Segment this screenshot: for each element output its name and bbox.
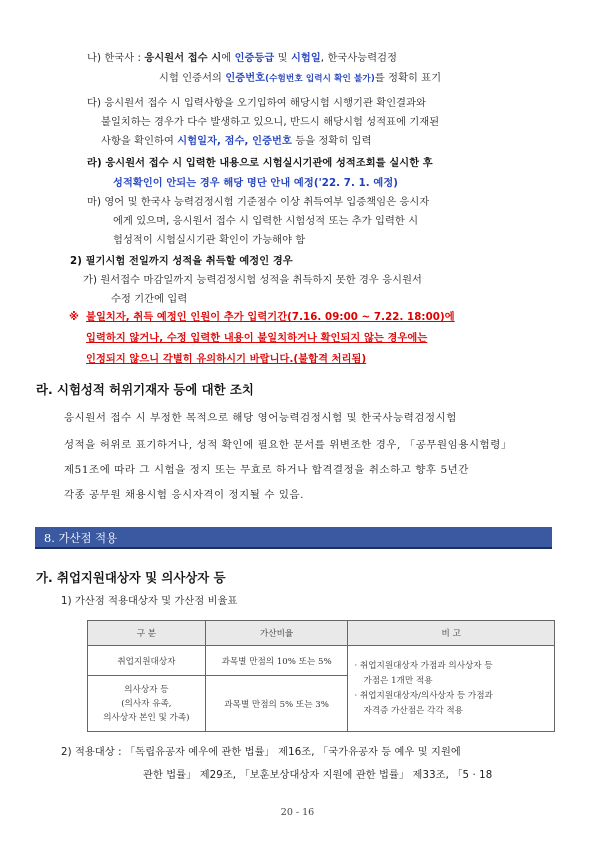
item-na-certno: 인증번호 (225, 73, 266, 84)
item-ra-line2: 성적확인이 안되는 경우 해당 명단 안내 예정('22. 7. 1. 예정) (113, 178, 399, 189)
item-ma-line3: 험성적이 시험실시기관 확인이 가능해야 함 (113, 235, 306, 246)
category-line3: 의사상자 본인 및 가족) (103, 712, 190, 723)
item-na-line1 (87, 52, 397, 66)
item-ma-line1: 마) 영어 및 한국사 능력검정시험 기준점수 이상 취득여부 입증책임은 응시자 (87, 197, 430, 208)
table-cell-category: 취업지원대상자 (88, 646, 206, 676)
page-number: 20 - 16 (280, 807, 315, 818)
table-header-category: 구 분 (88, 621, 206, 646)
sub2-line1: 2) 적용대상 : 「독립유공자 예우에 관한 법률」 제16조, 「국가유공자 등 예우 및 지원에 (61, 747, 461, 758)
section-ra-p1: 응시원서 접수 시 부정한 목적으로 해당 영어능력검정시험 및 한국사능력검정시험 (64, 412, 457, 424)
section8-bar (35, 527, 552, 549)
item-na-line2 (159, 72, 441, 86)
item-da-l3-pre: 사항을 확인하여 (101, 136, 178, 147)
table-cell-ratio: 과목별 만점의 5% 또는 3% (205, 676, 348, 732)
section-ra-p2: 성적을 허위로 표기하거나, 성적 확인에 필요한 문서를 위변조한 경우, 「공무원임용시험령」 (64, 439, 512, 451)
category-line1: 의사상자 등 (124, 684, 169, 695)
section8-title: 8. 가산점 적용 (44, 531, 118, 545)
table-header-remarks: 비 고 (348, 621, 555, 646)
table-cell-remarks (348, 646, 555, 732)
note-line3: 인정되지 않으니 각별히 유의하시기 바랍니다.(불합격 처리됨) (86, 354, 367, 365)
item-na-certno-note: (수험번호 입력시 확인 불가) (265, 74, 375, 84)
item-da-l3-post: 등을 정확히 입력 (291, 136, 372, 147)
section-ga-heading: 가. 취업지원대상자 및 의사상자 등 (36, 570, 226, 585)
item-na-l2-post: 를 정확히 표기 (374, 73, 442, 84)
note-line2: 입력하지 않거나, 수정 입력한 내용이 불일치하거나 확인되지 않는 경우에는 (86, 333, 428, 344)
item-ma-line2: 에게 있으며, 응시원서 접수 시 입력한 시험성적 또는 추가 입력한 시 (113, 216, 419, 227)
item2-ga-line1: 가) 원서접수 마감일까지 능력검정시험 성적을 취득하지 못한 경우 응시원서 (83, 275, 422, 286)
item-na-prefix: 나) 한국사 : (87, 53, 145, 64)
item-na-l2-pre: 시험 인증서의 (159, 73, 226, 84)
note-mark-icon: ※ (69, 312, 80, 323)
note-line1: 불일치자, 취득 예정인 인원이 추가 입력기간(7.16. 09:00 ~ 7.22. 18:00)에 (86, 312, 455, 323)
remark-1-line2: 가점은 1개만 적용 (363, 675, 433, 686)
item-da-line3 (101, 135, 372, 149)
item-na-grade: 인증등급 (234, 53, 275, 64)
item-na-text2: 및 (274, 53, 291, 64)
item-na-text3: , 한국사능력검정 (320, 53, 398, 64)
item-na-text1: 에 (221, 53, 235, 64)
item2-heading: 2) 필기시험 전일까지 성적을 취득할 예정인 경우 (70, 256, 293, 267)
table-cell-ratio: 과목별 만점의 10% 또는 5% (205, 646, 348, 676)
section-ra-p3: 제51조에 따라 그 시험을 정지 또는 무효로 하거나 합격결정을 취소하고 향후 5년간 (64, 464, 469, 476)
table-row (88, 646, 555, 676)
remark-1-line1: · 취업지원대상자 가점과 의사상자 등 (354, 660, 493, 671)
remark-2-line2: 자격증 가산점은 각각 적용 (363, 705, 463, 716)
category-line2: (의사자 유족, (121, 698, 172, 709)
section-ga-sub1: 1) 가산점 적용대상자 및 가산점 비율표 (61, 596, 238, 607)
section-ra-heading: 라. 시험성적 허위기재자 등에 대한 조치 (36, 382, 254, 397)
remark-2-line1: · 취업지원대상자/의사상자 등 가점과 (354, 690, 493, 701)
table-cell-category (88, 676, 206, 732)
bonus-table (87, 620, 555, 732)
table-header-ratio: 가산비율 (205, 621, 348, 646)
item-da-line1: 다) 응시원서 접수 시 입력사항을 오기입하여 해당시험 시행기관 확인결과와 (87, 98, 426, 109)
item-da-line2: 불일치하는 경우가 다수 발생하고 있으니, 반드시 해당시험 성적표에 기재된 (101, 117, 440, 128)
item-na-date: 시험일 (290, 53, 321, 64)
item2-ga-line2: 수정 기간에 입력 (111, 294, 188, 305)
item-da-l3-bold: 시험일자, 점수, 인증번호 (177, 136, 292, 147)
sub2-line2: 관한 법률」 제29조, 「보훈보상대상자 지원에 관한 법률」 제33조, 「5 · 18 (143, 770, 493, 781)
item-ra-line1: 라) 응시원서 접수 시 입력한 내용으로 시험실시기관에 성적조회를 실시한 후 (87, 158, 433, 169)
section-ra-p4: 각종 공무원 채용시험 응시자격이 정지될 수 있음. (64, 489, 305, 501)
table-header-row (88, 621, 555, 646)
item-na-bold1: 응시원서 접수 시 (144, 53, 222, 64)
